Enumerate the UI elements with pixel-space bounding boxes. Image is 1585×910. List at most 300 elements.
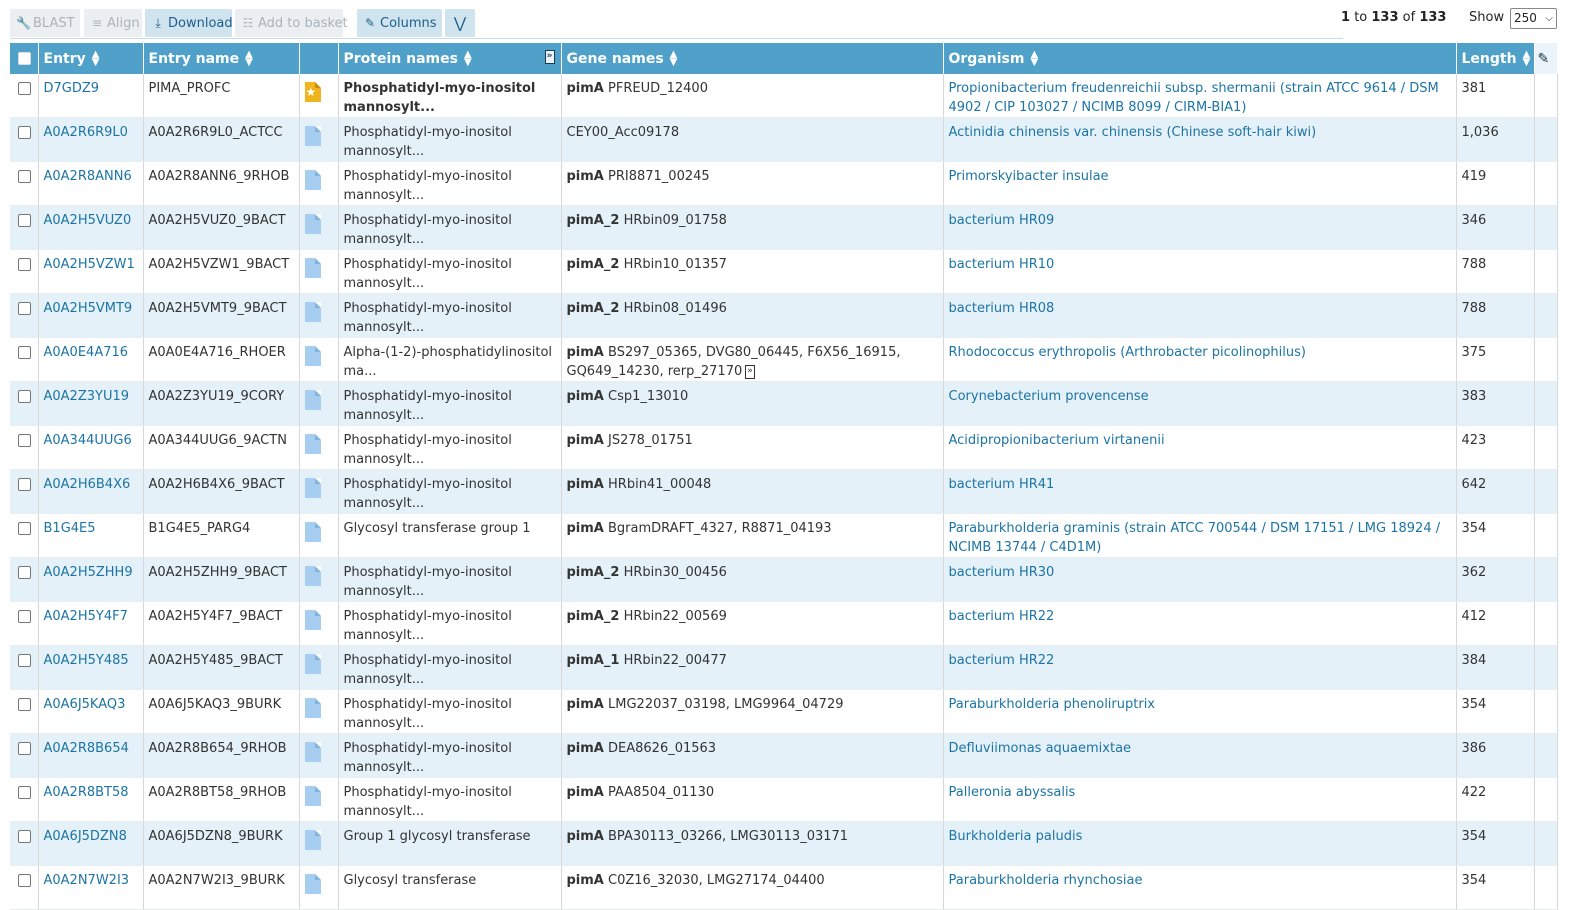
organism-link[interactable]: Primorskyibacter insulae [948, 169, 1109, 184]
length-header-label: Length [1461, 50, 1517, 67]
row-checkbox[interactable] [18, 390, 31, 403]
pager-from: 1 [1341, 10, 1351, 25]
row-checkbox[interactable] [18, 214, 31, 227]
entry-cell [38, 206, 143, 250]
length-cell: 384 [1456, 646, 1534, 690]
add-to-basket-button[interactable] [235, 9, 348, 37]
unreviewed-entry-icon[interactable] [305, 434, 321, 454]
organism-cell [943, 558, 1456, 602]
gene-names-cell [561, 74, 943, 118]
organism-cell [943, 162, 1456, 206]
other-gene-names: DEA8626_01563 [608, 741, 717, 756]
row-checkbox[interactable] [18, 742, 31, 755]
column-header-status [299, 43, 338, 74]
gene-names-cell [561, 822, 943, 866]
organism-link[interactable]: bacterium HR22 [948, 653, 1055, 668]
other-gene-names: PAA8504_01130 [608, 785, 715, 800]
results-table [10, 43, 1558, 910]
organism-link[interactable]: Defluviimonas aquaemixtae [948, 741, 1132, 756]
entry-cell [38, 646, 143, 690]
entry-cell [38, 778, 143, 822]
organism-link[interactable]: bacterium HR30 [948, 565, 1055, 580]
entry-link[interactable]: A0A2Z3YU19 [43, 389, 130, 404]
organism-link[interactable]: Rhodococcus erythropolis (Arthrobacter picolinophilus) [948, 345, 1306, 360]
unreviewed-entry-icon[interactable] [305, 522, 321, 542]
entry-cell [38, 514, 143, 558]
pencil-icon: ✎ [364, 16, 376, 30]
organism-link[interactable]: Propionibacterium freudenreichii subsp. shermanii (strain ATCC 9614 / DSM 4902 / CIP 103027 / NCIMB 8099 / CIRM-BIA1) [948, 81, 1439, 115]
other-gene-names: HRbin41_00048 [608, 477, 712, 492]
table-row[interactable] [10, 734, 1557, 778]
table-row[interactable] [10, 514, 1557, 558]
pager-to: 133 [1371, 10, 1399, 25]
row-spacer-cell [1534, 294, 1557, 338]
row-select-cell [10, 558, 38, 602]
row-checkbox[interactable] [18, 434, 31, 447]
reviewed-entry-icon[interactable] [305, 82, 321, 102]
row-checkbox[interactable] [18, 874, 31, 887]
length-cell: 346 [1456, 206, 1534, 250]
row-spacer-cell [1534, 382, 1557, 426]
entry-name-cell: A0A0E4A716_RHOER [143, 338, 299, 382]
row-checkbox[interactable] [18, 478, 31, 491]
organism-link[interactable]: Palleronia abyssalis [948, 785, 1076, 800]
entry-cell [38, 822, 143, 866]
protein-names-cell: Glycosyl transferase group 1 [338, 514, 561, 558]
entry-name-cell: A0A2R6R9L0_ACTCC [143, 118, 299, 162]
table-row[interactable] [10, 250, 1557, 294]
other-gene-names: BS297_05365, DVG80_06445, F6X56_16915, GQ649_14230, rerp_27170 [566, 345, 901, 379]
status-cell [299, 206, 338, 250]
row-checkbox[interactable] [18, 258, 31, 271]
primary-gene-name: pimA [566, 829, 604, 844]
gene-names-cell [561, 778, 943, 822]
organism-cell [943, 250, 1456, 294]
organism-link[interactable]: Corynebacterium provencense [948, 389, 1149, 404]
expand-gene-names-icon[interactable]: » [745, 365, 755, 379]
row-select-cell [10, 294, 38, 338]
row-spacer-cell [1534, 162, 1557, 206]
row-checkbox[interactable] [18, 610, 31, 623]
unreviewed-entry-icon[interactable] [305, 874, 321, 894]
unreviewed-entry-icon[interactable] [305, 258, 321, 278]
table-row[interactable] [10, 646, 1557, 690]
entry-name-cell: B1G4E5_PARG4 [143, 514, 299, 558]
unreviewed-entry-icon[interactable] [305, 654, 321, 674]
pagination-summary [1341, 10, 1446, 25]
entry-link[interactable]: A0A2H5Y485 [43, 653, 129, 668]
entry-cell [38, 118, 143, 162]
organism-link[interactable]: bacterium HR08 [948, 301, 1055, 316]
other-gene-names: BgramDRAFT_4327, R8871_04193 [608, 521, 832, 536]
entry-link[interactable]: A0A0E4A716 [43, 345, 129, 360]
entry-link[interactable]: A0A344UUG6 [43, 433, 132, 448]
entry-cell [38, 866, 143, 910]
row-spacer-cell [1534, 690, 1557, 734]
gene-names-cell [561, 206, 943, 250]
length-cell: 1,036 [1456, 118, 1534, 162]
protein-names-cell: Phosphatidyl-myo-inositol mannosylt... [338, 602, 561, 646]
row-checkbox[interactable] [18, 830, 31, 843]
table-row[interactable] [10, 866, 1557, 910]
pager-of-word: of [1402, 10, 1416, 25]
table-row[interactable] [10, 426, 1557, 470]
organism-link[interactable]: Paraburkholderia graminis (strain ATCC 700544 / DSM 17151 / LMG 18924 / NCIMB 13744 / C4D1M) [948, 521, 1441, 555]
organism-link[interactable]: bacterium HR41 [948, 477, 1055, 492]
row-select-cell [10, 822, 38, 866]
basket-label: Add to basket [258, 16, 348, 31]
length-cell: 381 [1456, 74, 1534, 118]
organism-link[interactable]: Acidipropionibacterium virtanenii [948, 433, 1165, 448]
primary-gene-name: pimA_1 [566, 653, 620, 668]
table-row[interactable] [10, 690, 1557, 734]
entry-link[interactable]: A0A2H5VMT9 [43, 301, 133, 316]
protein-names-cell: Phosphatidyl-myo-inositol mannosylt... [338, 382, 561, 426]
protein-names-cell: Group 1 glycosyl transferase [338, 822, 561, 866]
column-header-length[interactable] [1456, 43, 1534, 74]
column-header-entry-name[interactable] [143, 43, 299, 74]
protein-names-cell: Alpha-(1-2)-phosphatidylinositol ma... [338, 338, 561, 382]
table-row[interactable] [10, 74, 1557, 118]
protein-names-cell: Phosphatidyl-myo-inositol mannosylt... [338, 470, 561, 514]
status-cell [299, 558, 338, 602]
entry-cell [38, 382, 143, 426]
unreviewed-entry-icon[interactable] [305, 786, 321, 806]
entry-link[interactable]: A0A2R8B654 [43, 741, 129, 756]
entry-link[interactable]: A0A2R6R9L0 [43, 125, 128, 140]
select-all-cell [10, 43, 38, 74]
row-checkbox[interactable] [18, 170, 31, 183]
unreviewed-entry-icon[interactable] [305, 390, 321, 410]
row-spacer-cell [1534, 338, 1557, 382]
row-spacer-cell [1534, 734, 1557, 778]
gene-names-cell [561, 690, 943, 734]
entry-link[interactable]: A0A2H5ZHH9 [43, 565, 133, 580]
sort-icon[interactable]: ▲ ▼ [91, 48, 100, 68]
status-cell [299, 646, 338, 690]
primary-gene-name: pimA [566, 389, 604, 404]
entry-name-cell: A0A2H5VUZ0_9BACT [143, 206, 299, 250]
protein-names-cell: Phosphatidyl-myo-inositol mannosylt... [338, 558, 561, 602]
primary-gene-name: pimA [566, 345, 604, 360]
sort-icon[interactable]: ▲ ▼ [669, 48, 678, 68]
row-select-cell [10, 338, 38, 382]
gene-names-cell [561, 558, 943, 602]
entry-cell [38, 734, 143, 778]
unreviewed-entry-icon[interactable] [305, 126, 321, 146]
gene-names-cell [561, 426, 943, 470]
table-row[interactable] [10, 778, 1557, 822]
star-icon: ★ [305, 85, 317, 99]
gene-names-cell [561, 118, 943, 162]
table-row[interactable] [10, 382, 1557, 426]
row-select-cell [10, 162, 38, 206]
entry-name-cell: A0A6J5KAQ3_9BURK [143, 690, 299, 734]
organism-cell [943, 514, 1456, 558]
entry-cell [38, 470, 143, 514]
entry-name-cell: A0A2N7W2I3_9BURK [143, 866, 299, 910]
sort-icon[interactable]: ▲ ▼ [245, 48, 253, 68]
length-cell: 642 [1456, 470, 1534, 514]
table-row[interactable] [10, 602, 1557, 646]
organism-cell [943, 206, 1456, 250]
gene-names-cell [561, 866, 943, 910]
organism-link[interactable]: Actinidia chinensis var. chinensis (Chinese soft-hair kiwi) [948, 125, 1317, 140]
length-cell: 412 [1456, 602, 1534, 646]
unreviewed-entry-icon[interactable] [305, 302, 321, 322]
unreviewed-entry-icon[interactable] [305, 698, 321, 718]
row-select-cell [10, 426, 38, 470]
protein-names-cell: Phosphatidyl-myo-inositol mannosylt... [338, 734, 561, 778]
entry-link[interactable]: A0A2H6B4X6 [43, 477, 131, 492]
entry-link[interactable]: A0A2H5Y4F7 [43, 609, 128, 624]
table-row[interactable] [10, 294, 1557, 338]
protein-names-cell: Phosphatidyl-myo-inositol mannosylt... [338, 778, 561, 822]
status-cell [299, 338, 338, 382]
status-cell [299, 690, 338, 734]
organism-cell [943, 74, 1456, 118]
row-checkbox[interactable] [18, 126, 31, 139]
row-spacer-cell [1534, 118, 1557, 162]
protein-names-cell: Phosphatidyl-myo-inositol mannosylt... [338, 206, 561, 250]
entry-cell [38, 602, 143, 646]
protein-names-cell: Phosphatidyl-myo-inositol mannosylt... [338, 646, 561, 690]
entry-name-cell: A0A2H5VZW1_9BACT [143, 250, 299, 294]
primary-gene-name: pimA_2 [566, 609, 620, 624]
entry-link[interactable]: A0A2N7W2I3 [43, 873, 130, 888]
status-cell [299, 602, 338, 646]
unreviewed-entry-icon[interactable] [305, 478, 321, 498]
other-gene-names: HRbin30_00456 [623, 565, 727, 580]
table-row[interactable] [10, 206, 1557, 250]
entry-cell [38, 162, 143, 206]
entry-link[interactable]: A0A2R8BT58 [43, 785, 129, 800]
sort-icon[interactable]: ▲ ▼ [1522, 48, 1531, 68]
row-checkbox[interactable] [18, 698, 31, 711]
length-cell: 788 [1456, 294, 1534, 338]
length-cell: 788 [1456, 250, 1534, 294]
status-cell [299, 470, 338, 514]
protein-names-cell: Phosphatidyl-myo-inositol mannosylt... [338, 294, 561, 338]
column-header-entry[interactable] [38, 43, 143, 74]
row-checkbox[interactable] [18, 346, 31, 359]
chevron-down-icon: ⌵ [1545, 13, 1553, 24]
blast-button[interactable] [10, 9, 80, 37]
row-select-cell [10, 866, 38, 910]
organism-header-label: Organism [948, 50, 1025, 67]
row-spacer-cell [1534, 514, 1557, 558]
row-select-cell [10, 118, 38, 162]
table-row[interactable] [10, 822, 1557, 866]
entry-cell [38, 250, 143, 294]
entry-link[interactable]: A0A2H5VUZ0 [43, 213, 132, 228]
entry-name-cell: A0A2R8ANN6_9RHOB [143, 162, 299, 206]
download-button[interactable] [145, 9, 232, 37]
length-cell: 422 [1456, 778, 1534, 822]
table-row[interactable] [10, 338, 1557, 382]
organism-cell [943, 734, 1456, 778]
sort-icon[interactable]: ▲ ▼ [463, 48, 472, 68]
other-gene-names: C0Z16_32030, LMG27174_04400 [608, 873, 825, 888]
row-spacer-cell [1534, 602, 1557, 646]
status-cell [299, 162, 338, 206]
results-toolbar [10, 9, 1345, 38]
entry-cell [38, 426, 143, 470]
gene-names-cell [561, 470, 943, 514]
primary-gene-name: pimA [566, 169, 604, 184]
row-checkbox[interactable] [18, 522, 31, 535]
status-cell [299, 294, 338, 338]
unreviewed-entry-icon[interactable] [305, 170, 321, 190]
table-row[interactable] [10, 470, 1557, 514]
unreviewed-entry-icon[interactable] [305, 610, 321, 630]
gene-names-cell [561, 734, 943, 778]
expand-column-icon[interactable]: » [545, 50, 555, 64]
align-button[interactable] [84, 9, 142, 37]
entry-link[interactable]: A0A2H5VZW1 [43, 257, 135, 272]
protein-names-header-label: Protein names [343, 50, 458, 67]
row-spacer-cell [1534, 206, 1557, 250]
gene-names-cell [561, 514, 943, 558]
entry-cell [38, 558, 143, 602]
unreviewed-entry-icon[interactable] [305, 566, 321, 586]
gene-names-cell [561, 338, 943, 382]
row-checkbox[interactable] [18, 566, 31, 579]
length-cell: 354 [1456, 866, 1534, 910]
edit-columns-cell[interactable] [1534, 43, 1557, 74]
row-checkbox[interactable] [18, 654, 31, 667]
unreviewed-entry-icon[interactable] [305, 214, 321, 234]
entry-name-cell: PIMA_PROFC [143, 74, 299, 118]
entry-name-cell: A0A2H5VMT9_9BACT [143, 294, 299, 338]
protein-names-cell: Phosphatidyl-myo-inositol mannosylt... [338, 118, 561, 162]
organism-link[interactable]: bacterium HR22 [948, 609, 1055, 624]
row-spacer-cell [1534, 74, 1557, 118]
primary-gene-name: pimA [566, 81, 604, 96]
column-header-gene-names[interactable] [561, 43, 943, 74]
primary-gene-name: pimA [566, 873, 604, 888]
organism-cell [943, 338, 1456, 382]
status-cell [299, 866, 338, 910]
row-select-cell [10, 734, 38, 778]
table-header-row [10, 43, 1557, 74]
length-cell: 354 [1456, 690, 1534, 734]
row-checkbox[interactable] [18, 786, 31, 799]
organism-link[interactable]: Burkholderia paludis [948, 829, 1083, 844]
unreviewed-entry-icon[interactable] [305, 830, 321, 850]
share-button[interactable] [445, 9, 475, 37]
download-icon: ⤓ [155, 16, 161, 30]
protein-names-cell: Phosphatidyl-myo-inositol mannosylt... [338, 74, 561, 118]
table-row[interactable] [10, 558, 1557, 602]
other-gene-names: BPA30113_03266, LMG30113_03171 [608, 829, 849, 844]
other-gene-names: PRI8871_00245 [608, 169, 710, 184]
other-gene-names: HRbin09_01758 [623, 213, 727, 228]
primary-gene-name: pimA_2 [566, 213, 620, 228]
align-icon: ≡ [91, 16, 103, 30]
other-gene-names: JS278_01751 [608, 433, 693, 448]
toolbar-divider [10, 38, 1343, 39]
entry-link[interactable]: A0A6J5KAQ3 [43, 697, 126, 712]
other-gene-names: HRbin22_00569 [623, 609, 727, 624]
entry-name-cell: A0A2H6B4X6_9BACT [143, 470, 299, 514]
entry-link[interactable]: D7GDZ9 [43, 81, 100, 96]
entry-link[interactable]: B1G4E5 [43, 521, 96, 536]
status-cell [299, 778, 338, 822]
basket-icon: ☷ [242, 16, 254, 30]
other-gene-names: HRbin22_00477 [623, 653, 727, 668]
other-gene-names: HRbin10_01357 [623, 257, 727, 272]
entry-name-cell: A0A2R8B654_9RHOB [143, 734, 299, 778]
entry-link[interactable]: A0A2R8ANN6 [43, 169, 132, 184]
other-gene-names: LMG22037_03198, LMG9964_04729 [608, 697, 844, 712]
other-gene-names: PFREUD_12400 [608, 81, 708, 96]
entry-name-cell: A0A2R8BT58_9RHOB [143, 778, 299, 822]
column-header-protein-names[interactable] [338, 43, 561, 74]
status-cell [299, 734, 338, 778]
row-spacer-cell [1534, 426, 1557, 470]
organism-cell [943, 690, 1456, 734]
table-body [10, 74, 1557, 910]
column-header-organism[interactable] [943, 43, 1456, 74]
sort-icon[interactable]: ▲ ▼ [1030, 48, 1039, 68]
row-checkbox[interactable] [18, 82, 31, 95]
entry-name-cell: A0A2H5ZHH9_9BACT [143, 558, 299, 602]
status-cell [299, 74, 338, 118]
length-cell: 375 [1456, 338, 1534, 382]
entry-name-header-label: Entry name [148, 50, 240, 67]
table-row[interactable] [10, 162, 1557, 206]
organism-link[interactable]: bacterium HR09 [948, 213, 1055, 228]
entry-cell [38, 74, 143, 118]
columns-button[interactable] [357, 9, 442, 37]
gene-names-cell [561, 602, 943, 646]
unreviewed-entry-icon[interactable] [305, 346, 321, 366]
organism-link[interactable]: bacterium HR10 [948, 257, 1055, 272]
entry-link[interactable]: A0A6J5DZN8 [43, 829, 127, 844]
table-row[interactable] [10, 118, 1557, 162]
page-size-select[interactable] [1510, 8, 1557, 29]
unreviewed-entry-icon[interactable] [305, 742, 321, 762]
other-gene-names: HRbin08_01496 [623, 301, 727, 316]
organism-link[interactable]: Paraburkholderia rhynchosiae [948, 873, 1143, 888]
row-select-cell [10, 602, 38, 646]
entry-name-cell: A0A2Z3YU19_9CORY [143, 382, 299, 426]
organism-link[interactable]: Paraburkholderia phenoliruptrix [948, 697, 1155, 712]
protein-names-cell: Glycosyl transferase [338, 866, 561, 910]
primary-gene-name: pimA [566, 785, 604, 800]
status-cell [299, 250, 338, 294]
status-cell [299, 118, 338, 162]
pager-to-word: to [1354, 10, 1368, 25]
entry-cell [38, 294, 143, 338]
length-cell: 419 [1456, 162, 1534, 206]
page-size-value: 250 [1514, 11, 1537, 25]
other-gene-names: Csp1_13010 [608, 389, 689, 404]
row-select-cell [10, 74, 38, 118]
align-label: Align [107, 16, 140, 31]
row-select-cell [10, 646, 38, 690]
gene-names-cell [561, 646, 943, 690]
organism-cell [943, 646, 1456, 690]
select-all-checkbox[interactable] [18, 52, 31, 65]
pencil-icon[interactable]: ✎ [1537, 50, 1550, 67]
primary-gene-name: pimA [566, 697, 604, 712]
row-select-cell [10, 250, 38, 294]
status-cell [299, 822, 338, 866]
row-checkbox[interactable] [18, 302, 31, 315]
length-cell: 354 [1456, 514, 1534, 558]
